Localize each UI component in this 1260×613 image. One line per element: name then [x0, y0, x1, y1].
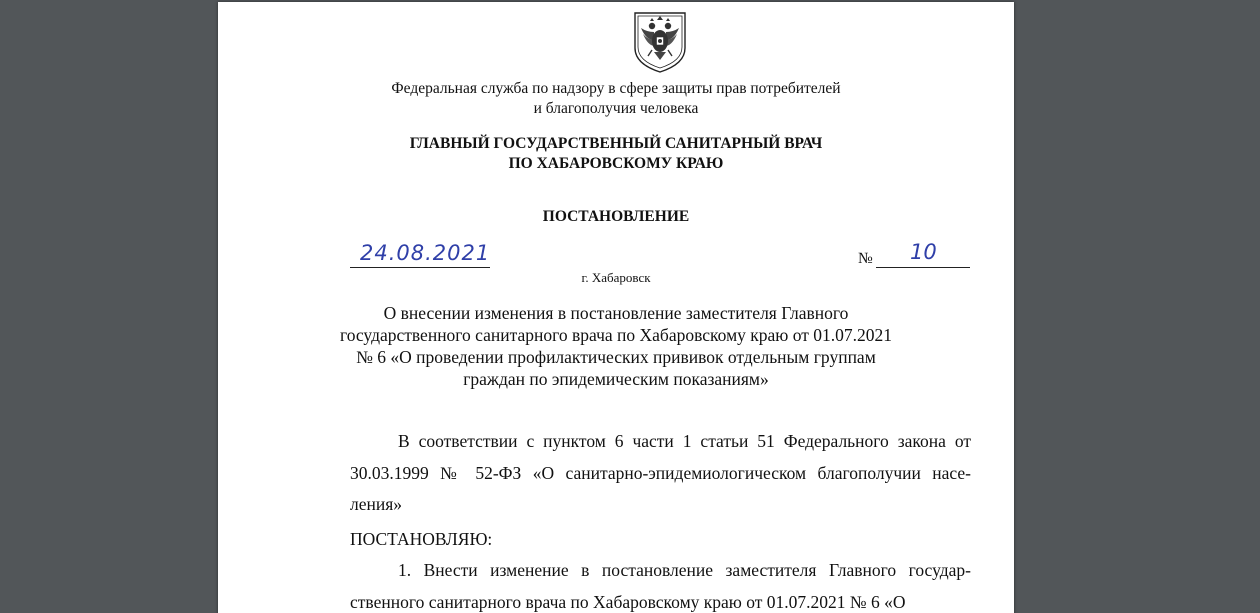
number-sign: № [858, 250, 873, 267]
number-field [876, 241, 970, 268]
decree-word: ПОСТАНОВЛЯЮ: [350, 529, 493, 549]
city: г. Хабаровск [581, 270, 651, 285]
document-type: ПОСТАНОВЛЕНИЕ [542, 208, 690, 225]
item-1-paragraph: 1. Внести изменение в постановление заместителя Главного государ-ственного санитарного врача по Хабаровскому краю от 01.07.2021 № 6 «О [350, 560, 971, 612]
agency-name-line-2: и благополучия человека [533, 100, 699, 117]
official-title-line-1: ГЛАВНЫЙ ГОСУДАРСТВЕННЫЙ САНИТАРНЫЙ ВРАЧ [409, 135, 823, 152]
subject-line-2: государственного санитарного врача по Хабаровскому краю от 01.07.2021 [339, 325, 893, 345]
official-title [218, 134, 1014, 174]
date-field [350, 241, 490, 268]
document-page [218, 2, 1014, 613]
agency-name [218, 79, 1014, 119]
russian-coat-of-arms-icon [632, 10, 688, 74]
official-title-line-2: ПО ХАБАРОВСКОМУ КРАЮ [508, 155, 724, 172]
agency-name-line-1: Федеральная служба по надзору в сфере защиты прав потребителей [391, 80, 841, 97]
preamble-paragraph: В соответствии с пунктом 6 части 1 статьи 51 Федерального закона от 30.03.1999 № 52-ФЗ «О санитарно-эпидемиологическом благополучии насе-ления» [350, 431, 971, 514]
subject-line-4: граждан по эпидемическим показаниям» [463, 369, 769, 389]
document-subject [218, 302, 1014, 390]
handwritten-number: 10 [910, 240, 937, 264]
handwritten-date: 24.08.2021 [360, 241, 491, 265]
subject-line-3: № 6 «О проведении профилактических прививок отдельным группам [356, 347, 876, 367]
subject-line-1: О внесении изменения в постановление заместителя Главного [383, 303, 849, 323]
